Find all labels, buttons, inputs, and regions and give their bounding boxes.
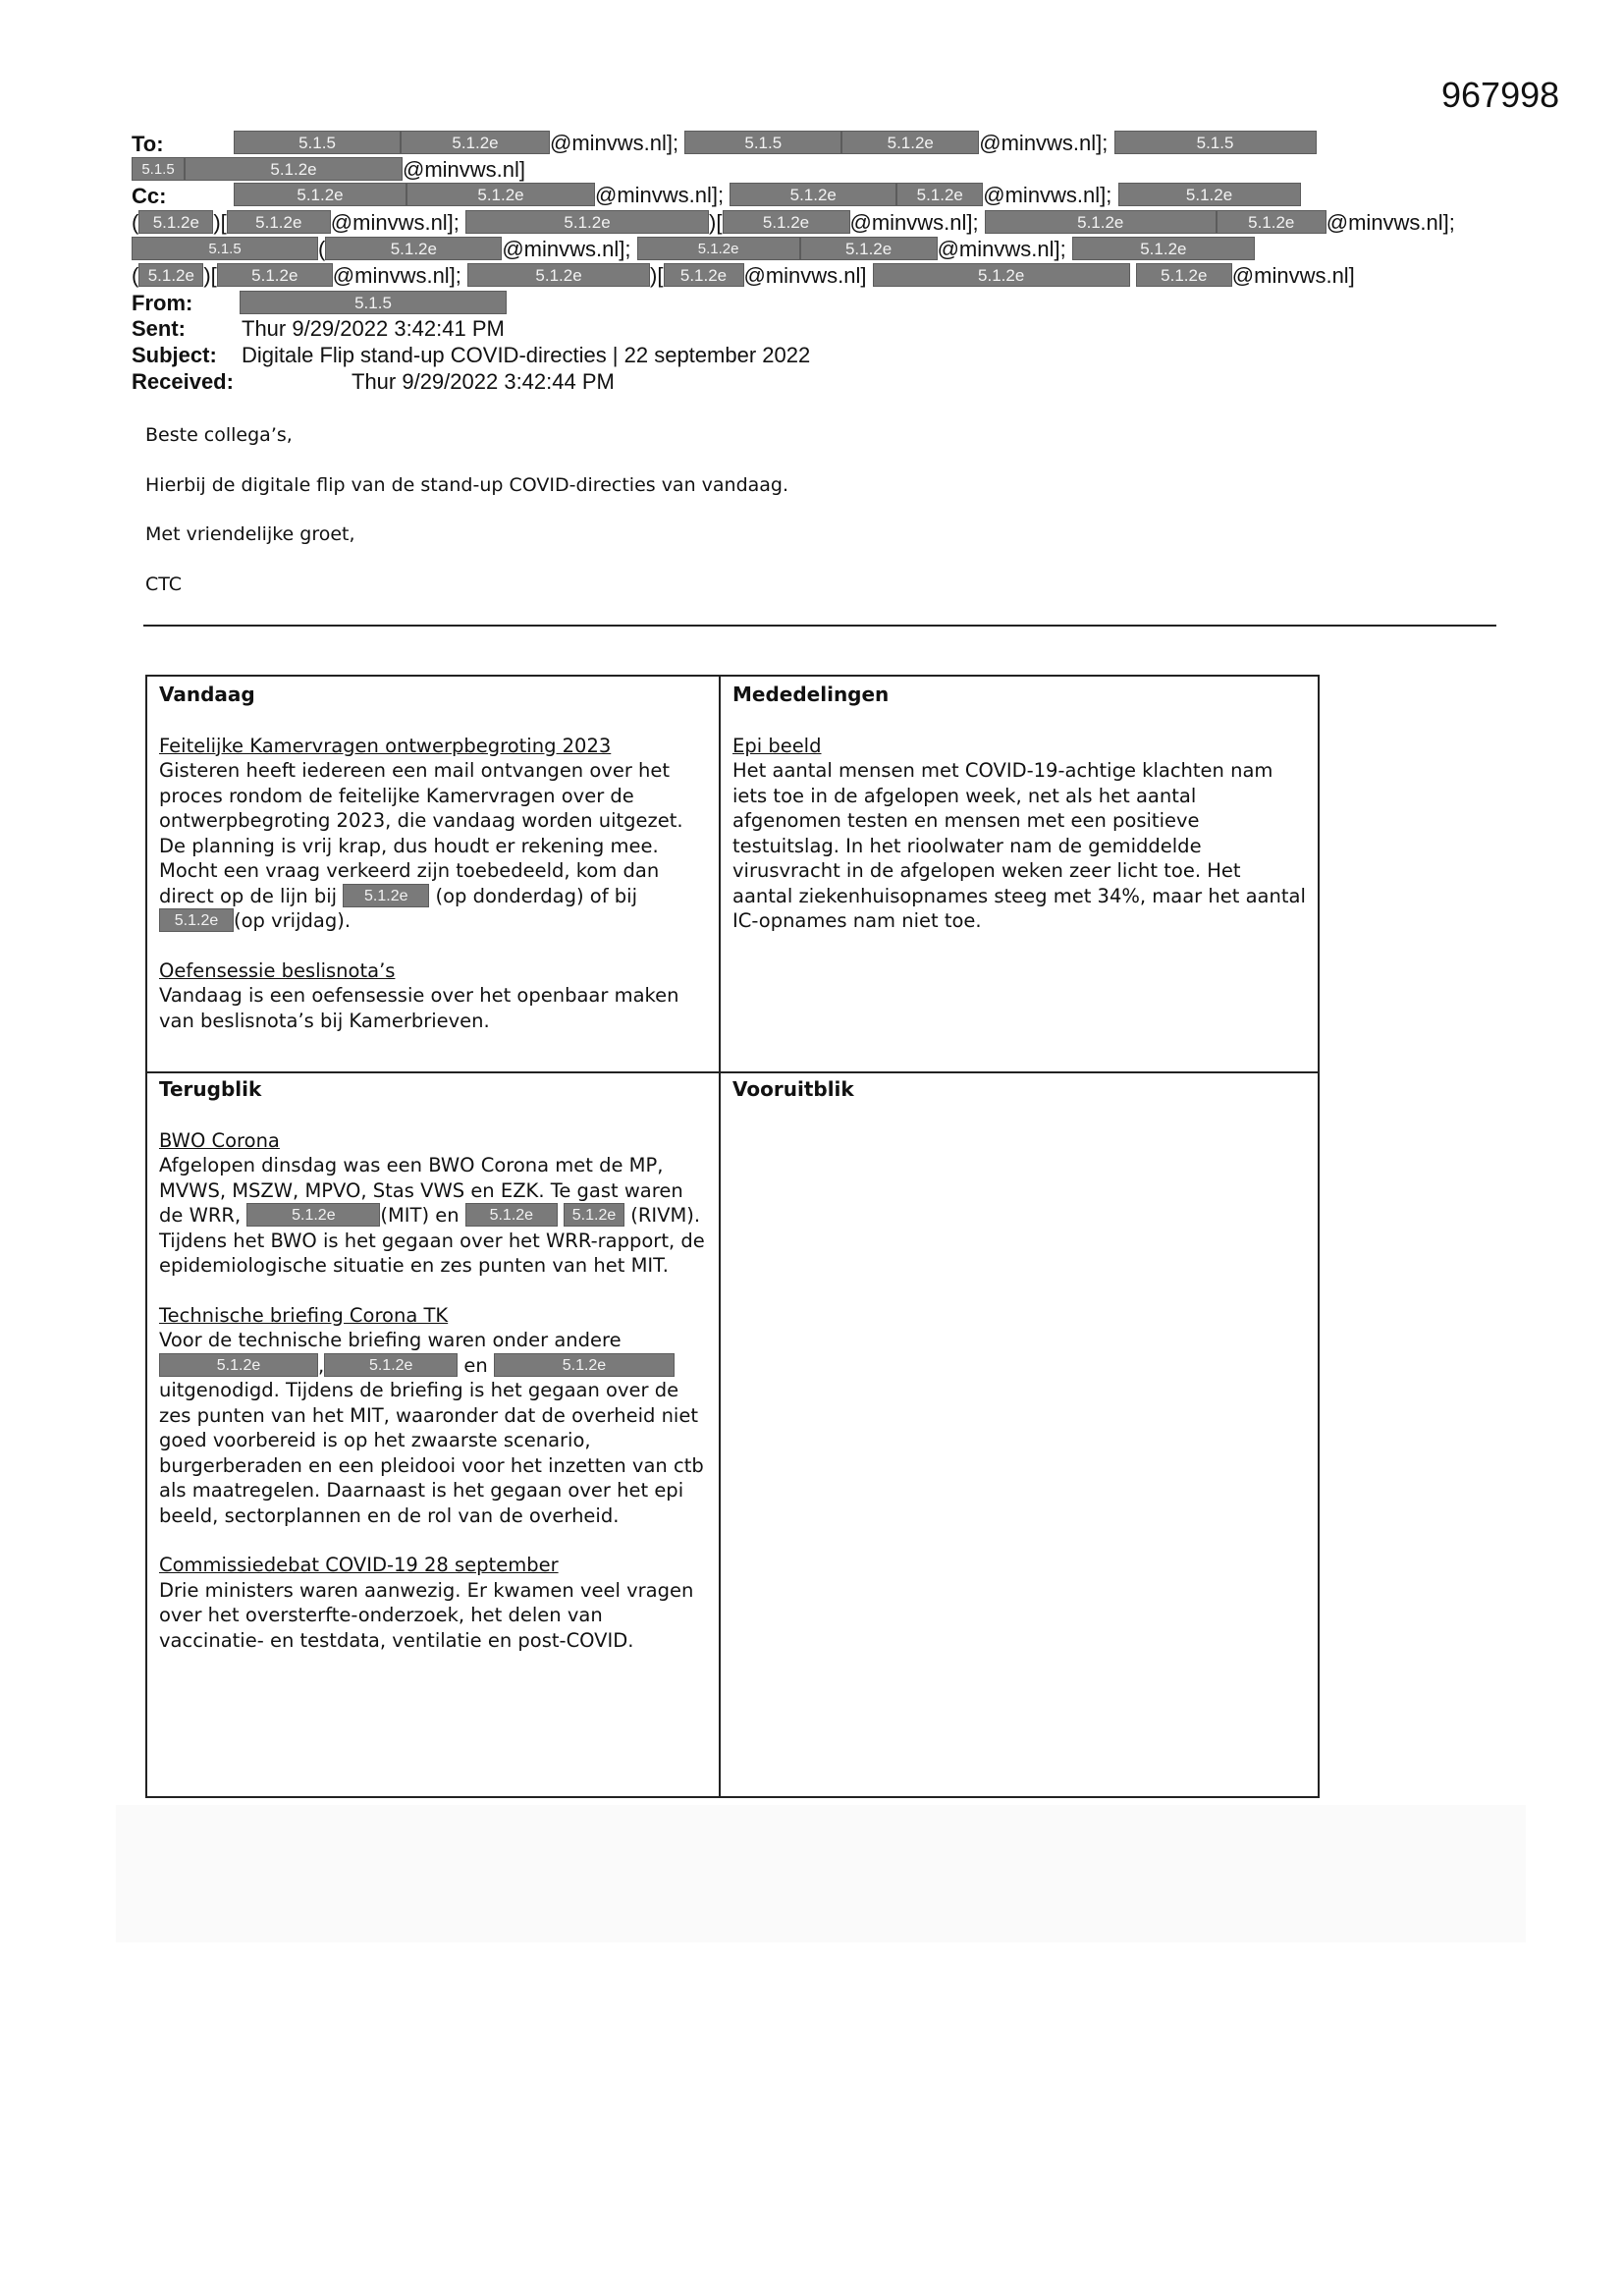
redaction: 5.1.2e — [841, 131, 979, 154]
redaction: 5.1.2e — [664, 263, 744, 287]
cell-heading: Mededelingen — [732, 683, 890, 706]
email-domain: @minvws.nl]; — [983, 183, 1112, 207]
table-divider-horizontal — [147, 1071, 1318, 1073]
flip-table — [145, 675, 1320, 1798]
redaction: 5.1.5 — [132, 237, 318, 260]
redaction: 5.1.2e — [467, 263, 650, 287]
to-recipients-line-2 — [132, 157, 525, 183]
section — [159, 958, 709, 1034]
redaction: 5.1.2e — [185, 157, 403, 181]
section — [159, 734, 709, 934]
redaction: 5.1.2e — [401, 131, 550, 154]
email-domain: @minvws.nl]; — [937, 237, 1066, 261]
cc-recipients-line-2: ( 5.1.2e )[ 5.1.2e @minvws.nl]; 5.1.2e )[ 5.1.2e @minvws.nl]; 5.1.2e 5.1.2e @minvws.nl]; — [132, 210, 1455, 235]
subject-value: Digitale Flip stand-up COVID-directies | 22 september 2022 — [242, 343, 811, 367]
redaction: 5.1.2e — [159, 1353, 318, 1377]
redaction: 5.1.2e — [985, 210, 1217, 234]
email-domain: @minvws.nl] — [1231, 263, 1355, 288]
cell-heading: Vooruitblik — [732, 1077, 854, 1101]
section-title: BWO Corona — [159, 1128, 280, 1152]
redaction: 5.1.2e — [564, 1203, 624, 1227]
table-divider-vertical — [719, 677, 721, 1796]
cell-heading: Terugblik — [159, 1077, 262, 1101]
footer-band — [116, 1805, 1526, 1942]
email-domain: @minvws.nl]; — [332, 263, 461, 288]
redaction: 5.1.5 — [132, 157, 185, 181]
redaction: 5.1.2e — [234, 183, 406, 206]
redaction: 5.1.2e — [227, 210, 331, 234]
redaction: 5.1.2e — [1118, 183, 1301, 206]
email-domain: @minvws.nl]; — [502, 237, 631, 261]
section-text: Drie ministers waren aanwezig. Er kwamen veel vragen over het oversterfte-onderzoek, het delen van vaccinatie- en testdata, ventilatie en post-COVID. — [159, 1578, 694, 1652]
email-domain: @minvws.nl]; — [595, 183, 725, 207]
redaction: 5.1.2e — [138, 263, 203, 287]
redaction: 5.1.2e — [873, 263, 1130, 287]
intro-text: Hierbij de digitale flip van de stand-up COVID-directies van vandaag. — [145, 474, 789, 496]
section — [159, 1553, 709, 1653]
redaction: 5.1.2e — [343, 884, 429, 907]
redaction: 5.1.2e — [138, 210, 213, 234]
signature: CTC — [145, 574, 183, 595]
to-recipients-line-1 — [234, 131, 1317, 156]
email-domain: @minvws.nl]; — [849, 210, 979, 235]
section-title: Technische briefing Corona TK — [159, 1303, 449, 1327]
section-text: Het aantal mensen met COVID-19-achtige klachten nam iets toe in de afgelopen week, net als het aantal afgenomen testen en mensen met een positieve testuitslag. In het rioolwater nam de gemiddelde virusvracht in de afgelopen weken zeer licht toe. Het aantal ziekenhuisopnames steeg met 34%, maar het aantal IC-opnames nam niet toe. — [732, 759, 1306, 932]
email-domain: @minvws.nl]; — [330, 210, 460, 235]
redaction: 5.1.2e — [406, 183, 595, 206]
sent-value: Thur 9/29/2022 3:42:41 PM — [242, 316, 505, 341]
redaction: 5.1.2e — [465, 1203, 558, 1227]
cc-recipients-line-3: 5.1.5 ( 5.1.2e @minvws.nl]; 5.1.2e 5.1.2e @minvws.nl]; 5.1.2e — [132, 237, 1255, 262]
sent-label: Sent: — [132, 316, 186, 341]
email-domain: @minvws.nl] — [743, 263, 867, 288]
cell-heading: Vandaag — [159, 683, 255, 706]
email-domain: @minvws.nl]; — [1326, 210, 1455, 235]
greeting: Beste collega’s, — [145, 424, 293, 446]
cc-label: Cc: — [132, 184, 167, 208]
redaction: 5.1.5 — [1114, 131, 1317, 154]
email-domain: @minvws.nl] — [403, 157, 526, 182]
redaction: 5.1.2e — [246, 1203, 380, 1227]
redaction: 5.1.2e — [1136, 263, 1232, 287]
section-text: Gisteren heeft iedereen een mail ontvangen over het proces rondom de feitelijke Kamervragen over de ontwerpbegroting 2023, die vandaag worden uitgezet. De planning is vrij krap, dus houdt er rekening mee. Mocht een vraag verkeerd zijn toebedeeld, kom dan direct op de lijn bij 5.1.2e (op donderdag) of bij5.1.2e (op vrijdag). — [159, 759, 683, 932]
section — [159, 1303, 709, 1529]
redaction: 5.1.2e — [896, 183, 983, 206]
from-value — [240, 291, 507, 316]
redaction: 5.1.2e — [730, 183, 896, 206]
redaction: 5.1.2e — [637, 237, 800, 260]
redaction: 5.1.2e — [465, 210, 709, 234]
redaction: 5.1.2e — [159, 908, 234, 932]
email-domain: @minvws.nl]; — [550, 131, 679, 155]
document-number: 967998 — [1441, 75, 1560, 115]
subject-label: Subject: — [132, 343, 217, 367]
cell-vandaag — [159, 683, 709, 1058]
redaction: 5.1.2e — [494, 1353, 675, 1377]
received-value: Thur 9/29/2022 3:42:44 PM — [352, 369, 615, 394]
cell-terugblik — [159, 1077, 709, 1677]
section-text: Voor de technische briefing waren onder andere 5.1.2e , 5.1.2e en 5.1.2e uitgenodigd. Tijdens de briefing is het gegaan over de zes punten van het MIT, waaronder dat de overheid niet goed voorbereid is op het zwaarste scenario, burgerberaden en een pleidooi voor het inzetten van ctb als maatregelen. Daarnaast is het gegaan over het epi beeld, sectorplannen en de rol van de overheid. — [159, 1329, 704, 1527]
cell-mededelingen — [732, 683, 1306, 958]
cc-recipients-line-4: ( 5.1.2e )[ 5.1.2e @minvws.nl]; 5.1.2e )[ 5.1.2e @minvws.nl] 5.1.2e 5.1.2e @minvws.nl] — [132, 263, 1355, 288]
email-domain: @minvws.nl]; — [979, 131, 1109, 155]
redaction: 5.1.2e — [324, 1353, 458, 1377]
section-title: Commissiedebat COVID-19 28 september — [159, 1554, 559, 1576]
redaction: 5.1.5 — [240, 291, 507, 314]
to-label: To: — [132, 132, 164, 156]
redaction: 5.1.2e — [1072, 237, 1255, 260]
section — [159, 1128, 709, 1279]
redaction: 5.1.2e — [800, 237, 938, 260]
section — [732, 734, 1306, 934]
section-text: Afgelopen dinsdag was een BWO Corona met de MP, MVWS, MSZW, MPVO, Stas VWS en EZK. Te gast waren de WRR, 5.1.2e (MIT) en 5.1.2e 5.1.2e (RIVM). Tijdens het BWO is het gegaan over het WRR-rapport, de epidemiologische situatie en zes punten van het MIT. — [159, 1154, 705, 1277]
redaction: 5.1.2e — [217, 263, 333, 287]
cell-vooruitblik — [732, 1077, 1306, 1128]
received-label: Received: — [132, 369, 234, 394]
section-title: Oefensessie beslisnota’s — [159, 958, 396, 982]
redaction: 5.1.2e — [1217, 210, 1326, 234]
redaction: 5.1.2e — [723, 210, 850, 234]
divider-line — [143, 625, 1496, 627]
closing: Met vriendelijke groet, — [145, 523, 355, 545]
redaction: 5.1.5 — [234, 131, 401, 154]
section-title: Feitelijke Kamervragen ontwerpbegroting 2023 — [159, 734, 612, 757]
section-title: Epi beeld — [732, 734, 822, 757]
redaction: 5.1.2e — [325, 237, 502, 260]
cc-recipients-line-1 — [234, 183, 1301, 208]
redaction: 5.1.5 — [684, 131, 841, 154]
from-label: From: — [132, 291, 193, 315]
section-text: Vandaag is een oefensessie over het openbaar maken van beslisnota’s bij Kamerbrieven. — [159, 984, 679, 1032]
